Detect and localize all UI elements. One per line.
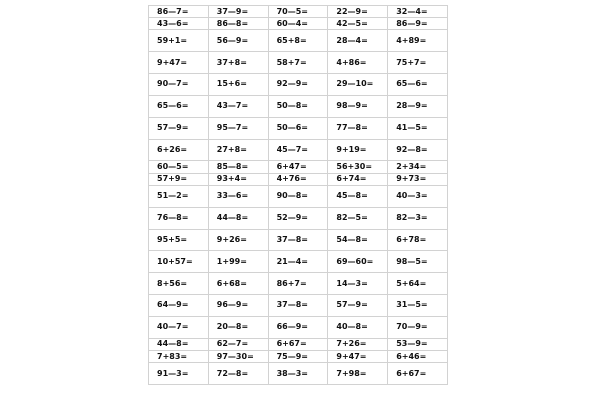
problem-cell: 15+6= [208,74,268,96]
problem-cell: 72—8= [208,363,268,385]
worksheet-row [149,173,448,185]
problem-cell: 98—5= [388,251,448,273]
problem-cell: 57—9= [149,117,209,139]
problem-cell: 4+89= [388,30,448,52]
problem-cell: 58+7= [268,52,328,74]
problem-cell: 45—7= [268,139,328,161]
problem-cell: 37—8= [268,295,328,317]
problem-cell: 33—6= [208,185,268,207]
arithmetic-worksheet-table [148,5,448,385]
problem-cell: 95+5= [149,229,209,251]
problem-cell: 62—7= [208,338,268,350]
worksheet-row [149,273,448,295]
worksheet-row [149,229,448,251]
problem-cell: 91—3= [149,363,209,385]
problem-cell: 65—6= [149,95,209,117]
problem-cell: 90—7= [149,74,209,96]
worksheet-row [149,30,448,52]
problem-cell: 6+67= [268,338,328,350]
worksheet-row [149,52,448,74]
worksheet-row [149,251,448,273]
problem-cell: 53—9= [388,338,448,350]
problem-cell: 43—6= [149,18,209,30]
problem-cell: 60—4= [268,18,328,30]
worksheet-row [149,350,448,362]
problem-cell: 45—8= [328,185,388,207]
problem-cell: 43—7= [208,95,268,117]
problem-cell: 90—8= [268,185,328,207]
problem-cell: 97—30= [208,350,268,362]
problem-cell: 27+8= [208,139,268,161]
problem-cell: 40—3= [388,185,448,207]
problem-cell: 6+67= [388,363,448,385]
problem-cell: 6+26= [149,139,209,161]
problem-cell: 93+4= [208,173,268,185]
problem-cell: 28—4= [328,30,388,52]
problem-cell: 4+76= [268,173,328,185]
problem-cell: 32—4= [388,6,448,18]
problem-cell: 59+1= [149,30,209,52]
problem-cell: 14—3= [328,273,388,295]
problem-cell: 37—8= [268,229,328,251]
problem-cell: 7+83= [149,350,209,362]
problem-cell: 9+47= [149,52,209,74]
problem-cell: 70—9= [388,316,448,338]
problem-cell: 41—5= [388,117,448,139]
problem-cell: 56+30= [328,161,388,173]
problem-cell: 96—9= [208,295,268,317]
problem-cell: 44—8= [149,338,209,350]
worksheet-row [149,338,448,350]
problem-cell: 82—5= [328,207,388,229]
worksheet-row [149,207,448,229]
problem-cell: 40—7= [149,316,209,338]
problem-cell: 52—9= [268,207,328,229]
problem-cell: 86—8= [208,18,268,30]
problem-cell: 86—9= [388,18,448,30]
problem-cell: 6+46= [388,350,448,362]
problem-cell: 4+86= [328,52,388,74]
problem-cell: 37—9= [208,6,268,18]
problem-cell: 44—8= [208,207,268,229]
problem-cell: 86+7= [268,273,328,295]
problem-cell: 86—7= [149,6,209,18]
problem-cell: 75+7= [388,52,448,74]
problem-cell: 28—9= [388,95,448,117]
problem-cell: 21—4= [268,251,328,273]
problem-cell: 70—5= [268,6,328,18]
worksheet-row [149,295,448,317]
problem-cell: 60—5= [149,161,209,173]
worksheet-row [149,6,448,18]
worksheet-row [149,363,448,385]
worksheet-row [149,95,448,117]
problem-cell: 95—7= [208,117,268,139]
problem-cell: 7+98= [328,363,388,385]
problem-cell: 6+47= [268,161,328,173]
problem-cell: 20—8= [208,316,268,338]
problem-cell: 37+8= [208,52,268,74]
problem-cell: 76—8= [149,207,209,229]
problem-cell: 42—5= [328,18,388,30]
worksheet-row [149,18,448,30]
problem-cell: 69—60= [328,251,388,273]
problem-cell: 92—8= [388,139,448,161]
problem-cell: 1+99= [208,251,268,273]
problem-cell: 6+78= [388,229,448,251]
problem-cell: 6+68= [208,273,268,295]
problem-cell: 98—9= [328,95,388,117]
problem-cell: 57+9= [149,173,209,185]
problem-cell: 2+34= [388,161,448,173]
worksheet-body [149,6,448,385]
problem-cell: 92—9= [268,74,328,96]
problem-cell: 40—8= [328,316,388,338]
problem-cell: 22—9= [328,6,388,18]
problem-cell: 9+19= [328,139,388,161]
problem-cell: 9+47= [328,350,388,362]
worksheet-row [149,316,448,338]
problem-cell: 57—9= [328,295,388,317]
worksheet-row [149,161,448,173]
problem-cell: 9+26= [208,229,268,251]
problem-cell: 50—8= [268,95,328,117]
problem-cell: 65+8= [268,30,328,52]
problem-cell: 50—6= [268,117,328,139]
problem-cell: 51—2= [149,185,209,207]
problem-cell: 82—3= [388,207,448,229]
problem-cell: 38—3= [268,363,328,385]
problem-cell: 75—9= [268,350,328,362]
problem-cell: 6+74= [328,173,388,185]
worksheet-row [149,185,448,207]
problem-cell: 85—8= [208,161,268,173]
problem-cell: 65—6= [388,74,448,96]
problem-cell: 8+56= [149,273,209,295]
problem-cell: 77—8= [328,117,388,139]
worksheet-row [149,74,448,96]
problem-cell: 9+73= [388,173,448,185]
problem-cell: 64—9= [149,295,209,317]
problem-cell: 31—5= [388,295,448,317]
problem-cell: 56—9= [208,30,268,52]
problem-cell: 54—8= [328,229,388,251]
problem-cell: 5+64= [388,273,448,295]
worksheet-row [149,117,448,139]
worksheet-row [149,139,448,161]
problem-cell: 7+26= [328,338,388,350]
problem-cell: 10+57= [149,251,209,273]
problem-cell: 29—10= [328,74,388,96]
problem-cell: 66—9= [268,316,328,338]
